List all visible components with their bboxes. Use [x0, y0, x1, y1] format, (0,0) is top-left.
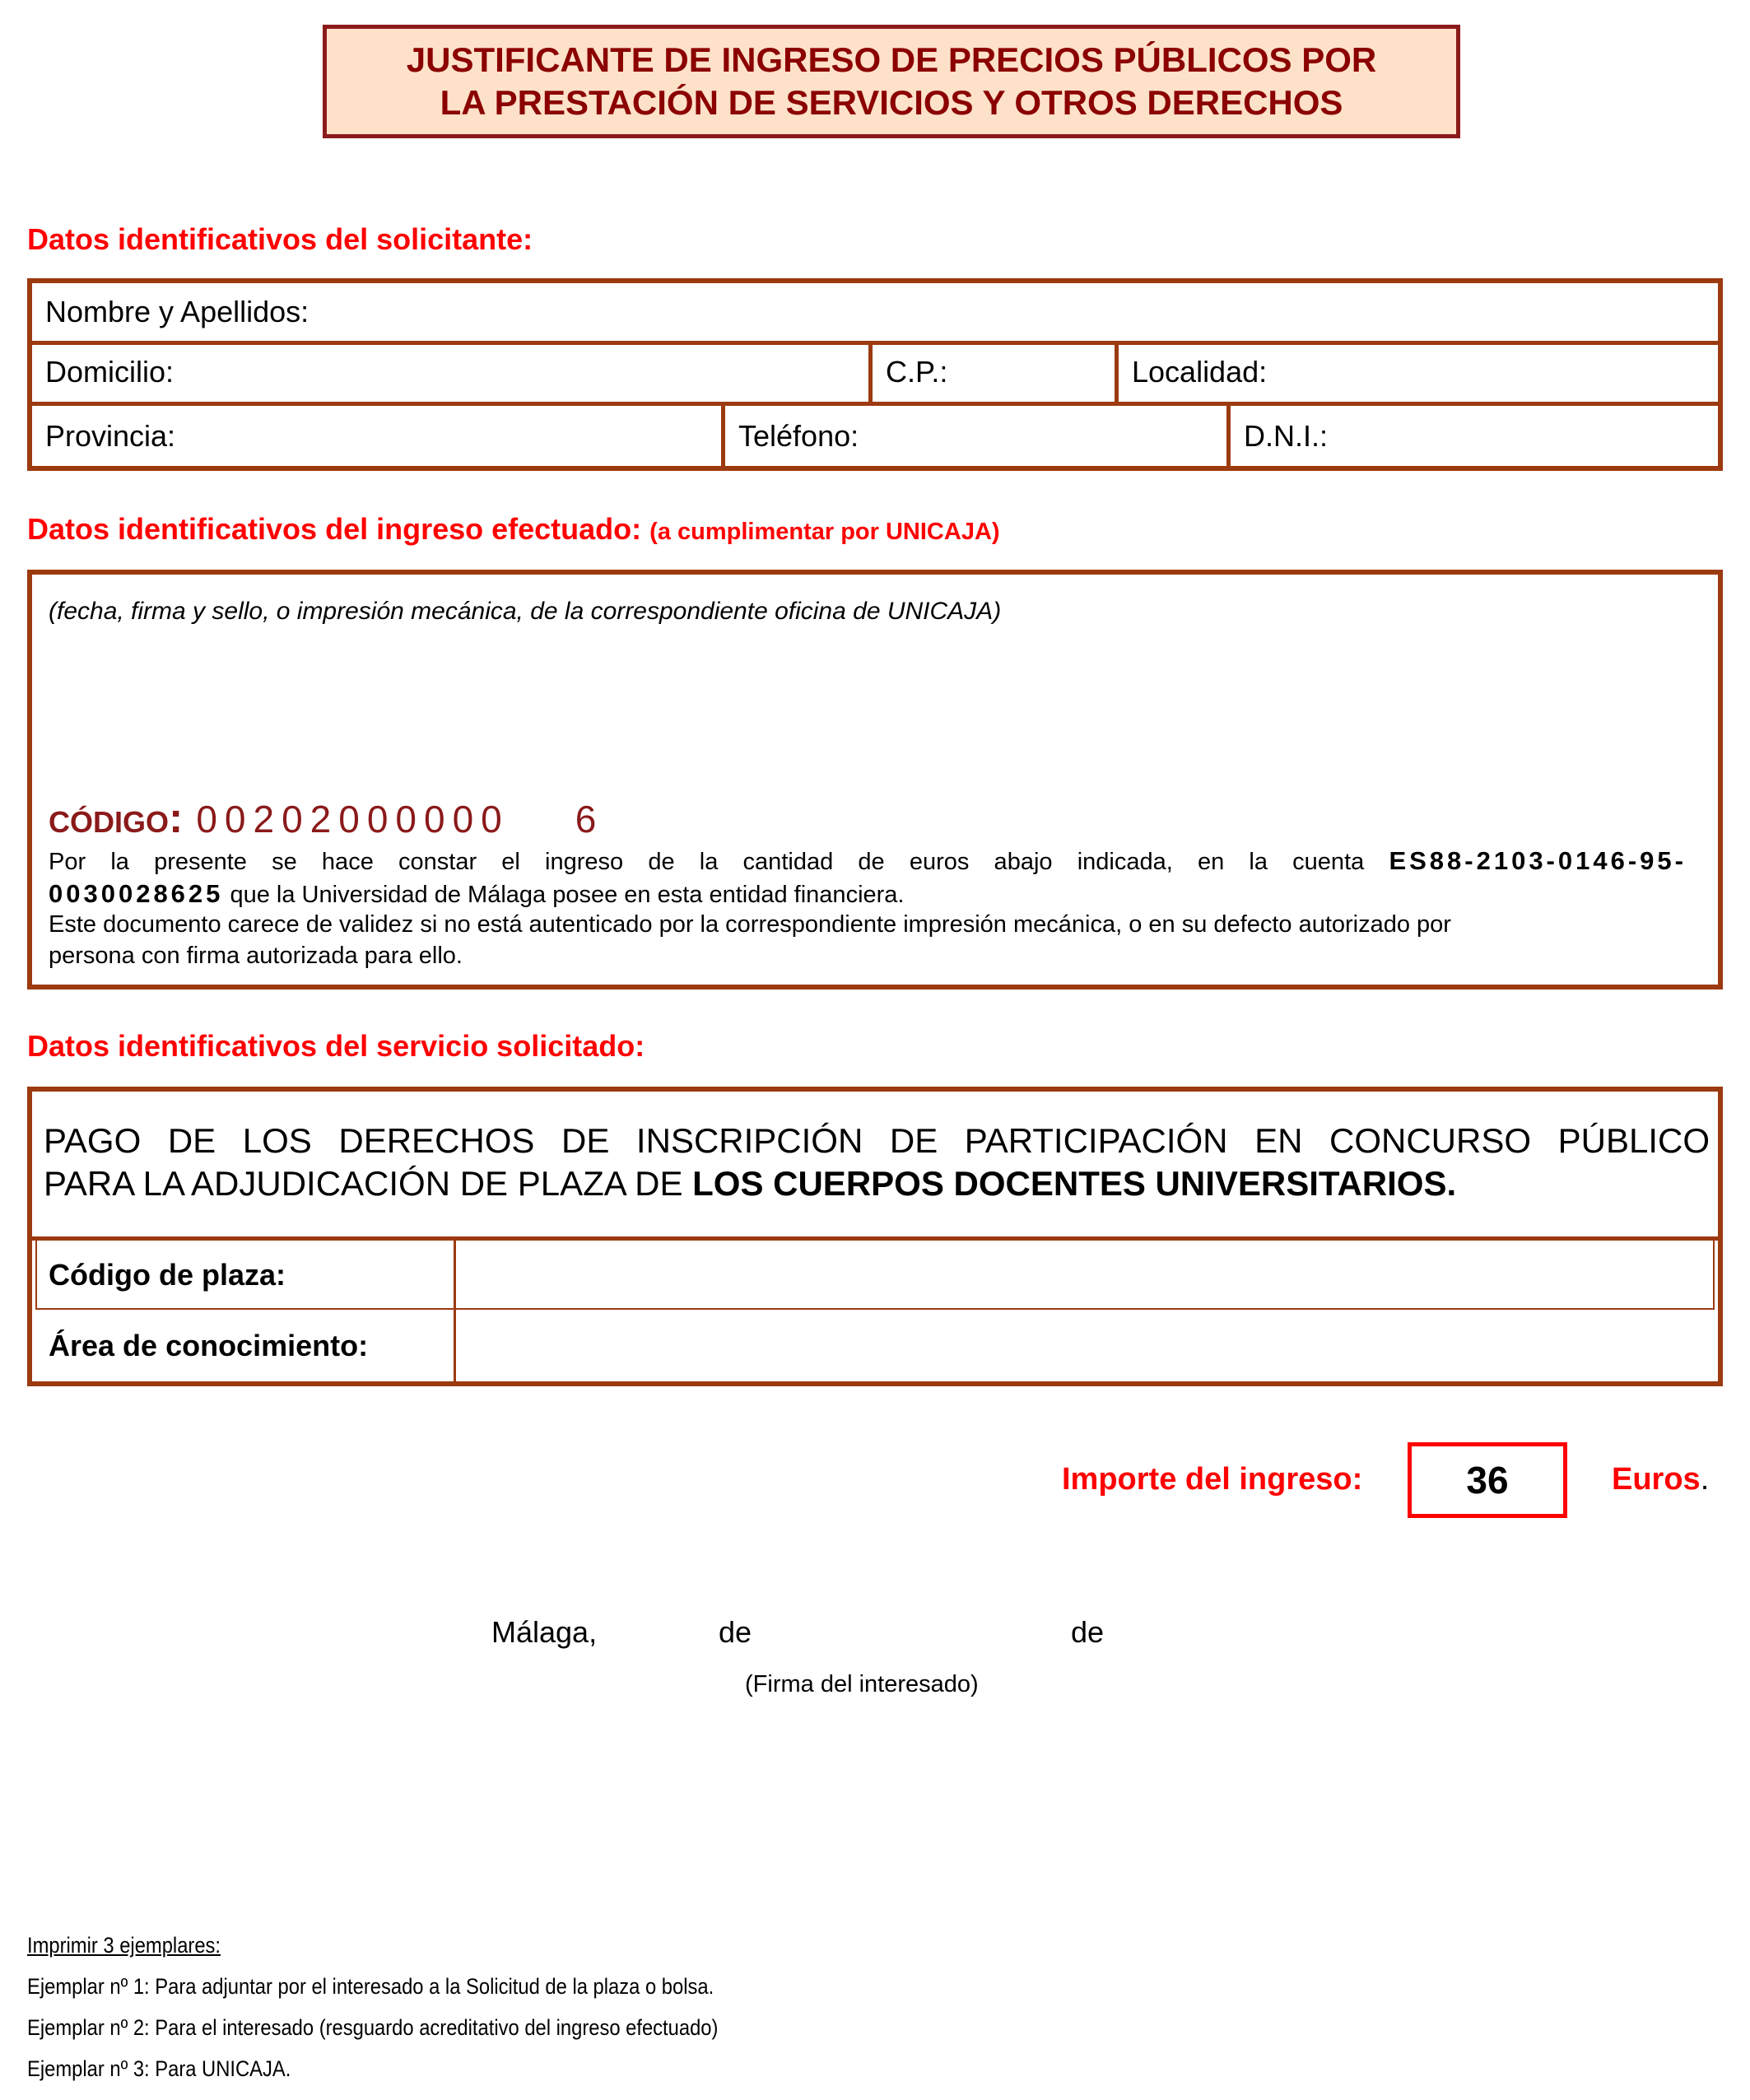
service-description [44, 1120, 1710, 1205]
validity-line2: persona con firma autorizada para ello. [49, 943, 463, 969]
area-label-cell [35, 1310, 454, 1381]
amount-currency: Euros [1612, 1462, 1701, 1497]
footer-heading: Imprimir 3 ejemplares: [27, 1933, 221, 1958]
payment-heading-text: Datos identificativos del ingreso efectuado: [27, 512, 642, 546]
localidad-field[interactable] [1119, 342, 1718, 402]
service-line-2-bold: LOS CUERPOS DOCENTES UNIVERSITARIOS. [692, 1164, 1457, 1203]
codigo-label [49, 794, 184, 842]
nombre-label: Nombre y Apellidos: [45, 295, 310, 328]
provincia-label: Provincia: [45, 418, 176, 453]
codigo-plaza-input[interactable] [456, 1241, 1715, 1310]
amount-value: 36 [1466, 1459, 1509, 1502]
area-conocimiento-label: Área de conocimiento: [49, 1328, 369, 1362]
service-heading: Datos identificativos del servicio solicitado: [27, 1029, 645, 1063]
codigo-row [49, 794, 596, 843]
codigo-check-digit: 6 [575, 798, 597, 840]
codigo-plaza-label-cell [35, 1241, 454, 1310]
cp-label: C.P.: [886, 355, 948, 389]
service-line-2 [44, 1162, 1710, 1205]
payment-heading-note: (a cumplimentar por UNICAJA) [649, 519, 1000, 545]
telefono-field[interactable] [725, 406, 1226, 466]
title-line-2: LA PRESTACIÓN DE SERVICIOS Y OTROS DERECHOS [440, 83, 1343, 122]
footer-copy-3: Ejemplar nº 3: Para UNICAJA. [27, 2056, 291, 2081]
dni-label: D.N.I.: [1244, 418, 1329, 453]
amount-period: . [1700, 1462, 1710, 1497]
payment-text-part2: que la Universidad de Málaga posee en esta entidad financiera. [230, 882, 905, 908]
area-conocimiento-input[interactable] [456, 1310, 1715, 1381]
provincia-field[interactable] [32, 406, 721, 466]
localidad-label: Localidad: [1132, 355, 1268, 389]
service-line-2-plain: PARA LA ADJUDICACIÓN DE PLAZA DE [44, 1164, 693, 1203]
payment-heading [27, 512, 1000, 547]
payment-text-line1 [49, 845, 1687, 878]
service-line-1: PAGO DE LOS DERECHOS DE INSCRIPCIÓN DE PARTICIPACIÓN EN CONCURSO PÚBLICO [44, 1121, 1710, 1160]
amount-box [1408, 1442, 1567, 1518]
applicant-table [27, 278, 1723, 471]
footer-copy-2: Ejemplar nº 2: Para el interesado (resguardo acreditativo del ingreso efectuado) [27, 2015, 719, 2040]
account-part1: ES88-2103-0146-95- [1389, 846, 1687, 875]
signature-de-1: de [719, 1615, 752, 1649]
codigo-value: 00202000000 [196, 798, 510, 840]
validity-line1: Este documento carece de validez si no está autenticado por la correspondiente impresión mecánica, o en su defecto autorizado por [49, 911, 1451, 938]
footer-copy-1: Ejemplar nº 1: Para adjuntar por el interesado a la Solicitud de la plaza o bolsa. [27, 1974, 714, 1999]
signature-city: Málaga, [491, 1615, 598, 1649]
dni-field[interactable] [1231, 406, 1718, 466]
title-line-1: JUSTIFICANTE DE INGRESO DE PRECIOS PÚBLICOS POR [406, 40, 1377, 79]
codigo-colon: : [169, 794, 184, 842]
signature-firma-note: (Firma del interesado) [745, 1671, 979, 1697]
cp-field[interactable] [873, 342, 1115, 402]
signature-de-2: de [1071, 1615, 1105, 1649]
codigo-plaza-label: Código de plaza: [49, 1258, 286, 1292]
amount-label: Importe del ingreso: [1062, 1462, 1363, 1497]
telefono-label: Teléfono: [738, 418, 859, 453]
account-part2: 0030028625 [49, 879, 224, 908]
domicilio-field[interactable] [32, 342, 868, 402]
applicant-heading: Datos identificativos del solicitante: [27, 222, 533, 256]
nombre-field[interactable] [32, 283, 1718, 341]
codigo-label-first: C [49, 805, 70, 839]
codigo-label-rest: ÓDIGO [70, 805, 170, 839]
payment-box [27, 570, 1723, 989]
stamp-note: (fecha, firma y sello, o impresión mecánica, de la correspondiente oficina de UNICAJA) [49, 598, 1002, 625]
domicilio-label: Domicilio: [45, 355, 175, 389]
payment-text-part1: Por la presente se hace constar el ingreso de la cantidad de euros abajo indicada, en la cuenta [49, 849, 1365, 875]
service-box [27, 1087, 1723, 1386]
amount-currency-wrap [1612, 1462, 1709, 1497]
document-title [323, 25, 1460, 138]
payment-text-line2 [49, 878, 904, 911]
